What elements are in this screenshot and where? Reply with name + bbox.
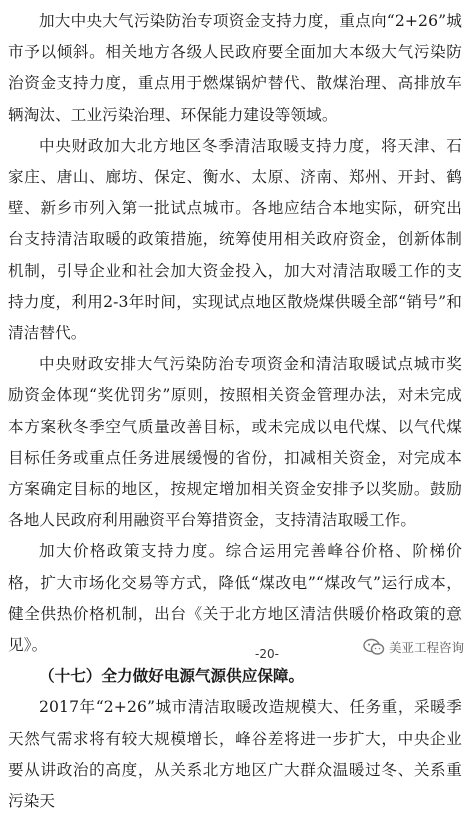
paragraph-price-policy: 加大价格政策支持力度。综合运用完善峰谷价格、阶梯价格，扩大市场化交易等方式，降低“煤改电”“煤改气”运行成本，健全供热价格机制，出台《关于北方地区清洁供暖价格政策的意见》。 — [8, 542, 462, 655]
watermark — [359, 637, 468, 657]
paragraph-reward-funds: 中央财政安排大气污染防治专项资金和清洁取暖试点城市奖励资金体现“奖优罚劣”原则，按照相关资金管理办法，对未完成本方案秋冬季空气质量改善目标，或未完成以电代煤、以气代煤目标任务或重点任务进展缓慢的省份，扣减相关资金，对完成本方案确定目标的地区，按规定增加相关资金安排予以奖励。鼓励各地人民政府利用融资平台筹措资金，支持清洁取暖工作。 — [8, 355, 462, 530]
paragraph-special-funds: 加大中央大气污染防治专项资金支持力度，重点向“2+26”城市予以倾斜。相关地方各级人民政府要全面加大本级大气污染防治资金支持力度，重点用于燃煤锅炉替代、散煤治理、高排放车辆淘汰、工业污染治理、环保能力建设等领域。 — [8, 12, 462, 124]
page-number: -20- — [255, 647, 279, 661]
paragraph-pilot-cities: 中央财政加大北方地区冬季清洁取暖支持力度，将天津、石家庄、唐山、廊坊、保定、衡水、太原、济南、郑州、开封、鹤壁、新乡市列入第一批试点城市。各地应结合本地实际，研究出台支持清洁取暖的政策措施，统筹使用相关政府资金，创新体制机制，引导企业和社会加大资金投入，加大对清洁取暖工作的支持力度，利用2-3年时间，实现试点地区散烧煤供暖全部“销号”和清洁替代。 — [8, 136, 462, 343]
watermark-text: 美亚工程咨询 — [388, 640, 464, 655]
wechat-icon — [363, 638, 385, 656]
paragraph-supply-guarantee: 2017年“2+26”城市清洁取暖改造规模大、任务重，采暖季天然气需求将有较大规模增长，峰谷差将进一步扩大，中央企业要从讲政治的高度，从关系北方地区广大群众温暖过冬、关系重污染天 — [8, 698, 462, 811]
section-heading: （十七）全力做好电源气源供应保障。 — [39, 667, 305, 686]
